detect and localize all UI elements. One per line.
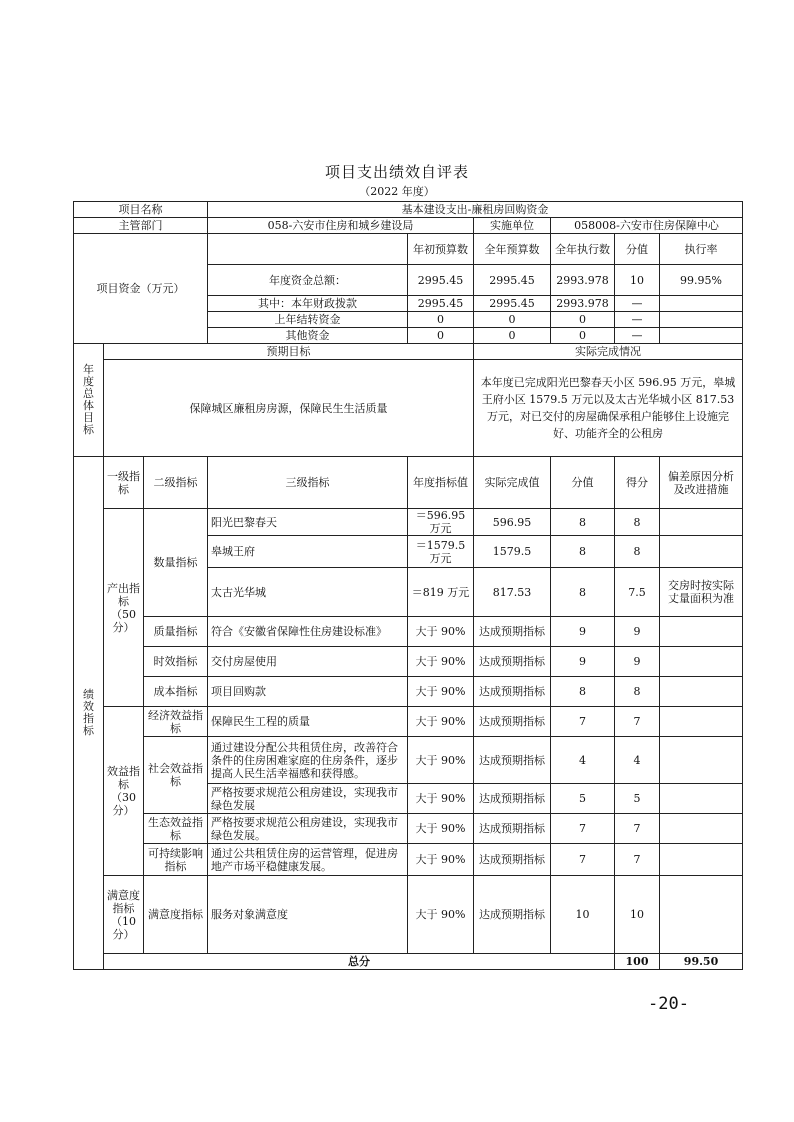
indicator-row xyxy=(74,707,743,737)
implementing-unit-label: 实施单位 xyxy=(474,218,551,234)
indicator-score-value: 9 xyxy=(551,617,615,647)
goals-label-cell xyxy=(74,344,104,457)
indicators-section-cell xyxy=(74,457,104,970)
indicator-actual: 达成预期指标 xyxy=(474,617,551,647)
level1-satisfaction: 满意度指标（10分） xyxy=(104,876,144,954)
funds-row-initial: 2995.45 xyxy=(408,296,474,312)
indicator-name: 严格按要求规范公租房建设，实现我市绿色发展。 xyxy=(208,814,408,844)
indicator-name: 交付房屋使用 xyxy=(208,647,408,677)
indicator-score-value: 4 xyxy=(551,737,615,784)
indicator-score: 7 xyxy=(615,844,660,876)
funds-row-label: 其他资金 xyxy=(208,328,408,344)
indicator-row xyxy=(74,647,743,677)
indicator-name: 服务对象满意度 xyxy=(208,876,408,954)
funds-row-score-value: 10 xyxy=(615,265,660,296)
funds-row-full: 2995.45 xyxy=(474,265,551,296)
indicator-row xyxy=(74,737,743,784)
expected-goal-header: 预期目标 xyxy=(104,344,474,360)
indicator-name: 严格按要求规范公租房建设，实现我市绿色发展 xyxy=(208,784,408,814)
indicator-score-value: 5 xyxy=(551,784,615,814)
department-value: 058-六安市住房和城乡建设局 xyxy=(208,218,474,234)
funds-row-label: 其中：本年财政拨款 xyxy=(208,296,408,312)
indicator-target: ＝1579.5万元 xyxy=(408,536,474,568)
indicator-actual: 达成预期指标 xyxy=(474,814,551,844)
funds-row-rate xyxy=(660,296,743,312)
funds-row-full: 0 xyxy=(474,312,551,328)
indicator-score-value: 8 xyxy=(551,568,615,617)
indicator-row xyxy=(74,677,743,707)
deviation-header: 偏差原因分析及改进措施 xyxy=(660,457,743,509)
funds-row-score-value: — xyxy=(615,328,660,344)
total-label: 总分 xyxy=(104,954,615,970)
indicator-score: 5 xyxy=(615,784,660,814)
indicator-score: 4 xyxy=(615,737,660,784)
funds-header-initial: 年初预算数 xyxy=(408,234,474,265)
indicator-deviation xyxy=(660,814,743,844)
indicator-score: 8 xyxy=(615,509,660,536)
indicator-actual: 达成预期指标 xyxy=(474,737,551,784)
indicator-row xyxy=(74,844,743,876)
funds-header-score-value: 分值 xyxy=(615,234,660,265)
funds-row-initial: 2995.45 xyxy=(408,265,474,296)
indicator-name: 皋城王府 xyxy=(208,536,408,568)
indicators-section-label: 绩效指标 xyxy=(83,688,94,737)
indicator-score: 8 xyxy=(615,536,660,568)
funds-row-full: 0 xyxy=(474,328,551,344)
indicator-target: 大于 90% xyxy=(408,814,474,844)
indicator-target: 大于 90% xyxy=(408,647,474,677)
indicator-deviation xyxy=(660,647,743,677)
level2-quantity: 数量指标 xyxy=(144,509,208,617)
project-name-value: 基本建设支出-廉租房回购资金 xyxy=(208,202,743,218)
actual-header: 实际完成值 xyxy=(474,457,551,509)
indicator-score: 9 xyxy=(615,617,660,647)
indicator-actual: 596.95 xyxy=(474,509,551,536)
indicator-score: 9 xyxy=(615,647,660,677)
indicator-deviation xyxy=(660,876,743,954)
level2-social: 社会效益指标 xyxy=(144,737,208,814)
indicator-target: ＝596.95万元 xyxy=(408,509,474,536)
level2-sustainable: 可持续影响指标 xyxy=(144,844,208,876)
level2-quality: 质量指标 xyxy=(144,617,208,647)
indicator-target: 大于 90% xyxy=(408,784,474,814)
expected-goal-text: 保障城区廉租房房源，保障民生生活质量 xyxy=(104,360,474,457)
implementing-unit-value: 058008-六安市住房保障中心 xyxy=(551,218,743,234)
level3-header: 三级指标 xyxy=(208,457,408,509)
indicator-actual: 达成预期指标 xyxy=(474,677,551,707)
goals-header-row xyxy=(74,344,743,360)
funds-row-initial: 0 xyxy=(408,328,474,344)
level2-ecological: 生态效益指标 xyxy=(144,814,208,844)
level2-economic: 经济效益指标 xyxy=(144,707,208,737)
funds-row-full: 2995.45 xyxy=(474,296,551,312)
total-score-value: 100 xyxy=(615,954,660,970)
indicator-deviation xyxy=(660,844,743,876)
funds-row-exec: 2993.978 xyxy=(551,296,615,312)
funds-header-blank xyxy=(208,234,408,265)
target-header: 年度指标值 xyxy=(408,457,474,509)
indicator-deviation xyxy=(660,617,743,647)
funds-row-score-value: — xyxy=(615,312,660,328)
indicator-deviation xyxy=(660,677,743,707)
indicator-row xyxy=(74,509,743,536)
level2-cost: 成本指标 xyxy=(144,677,208,707)
indicator-deviation xyxy=(660,784,743,814)
indicator-target: 大于 90% xyxy=(408,617,474,647)
document-year: （2022 年度） xyxy=(359,185,435,198)
indicator-score-value: 8 xyxy=(551,536,615,568)
indicator-score-value: 7 xyxy=(551,707,615,737)
funds-row-exec: 0 xyxy=(551,312,615,328)
indicators-header-row xyxy=(74,457,743,509)
funds-header-rate: 执行率 xyxy=(660,234,743,265)
indicator-name: 通过建设分配公共租赁住房，改善符合条件的住房困难家庭的住房条件，逐步提高人民生活幸福感和获得感。 xyxy=(208,737,408,784)
indicator-target: 大于 90% xyxy=(408,737,474,784)
funds-row-label: 上年结转资金 xyxy=(208,312,408,328)
level2-timeliness: 时效指标 xyxy=(144,647,208,677)
indicator-score: 8 xyxy=(615,677,660,707)
indicator-score-value: 10 xyxy=(551,876,615,954)
indicator-actual: 达成预期指标 xyxy=(474,844,551,876)
indicator-score-value: 8 xyxy=(551,509,615,536)
goals-label: 年度总体目标 xyxy=(83,363,94,436)
indicator-target: ＝819 万元 xyxy=(408,568,474,617)
funds-row-exec: 0 xyxy=(551,328,615,344)
indicator-score-value: 8 xyxy=(551,677,615,707)
funds-row-rate: 99.95% xyxy=(660,265,743,296)
indicator-name: 通过公共租赁住房的运营管理，促进房地产市场平稳健康发展。 xyxy=(208,844,408,876)
actual-goal-header: 实际完成情况 xyxy=(474,344,743,360)
funds-row-initial: 0 xyxy=(408,312,474,328)
score-value-header: 分值 xyxy=(551,457,615,509)
indicator-score-value: 9 xyxy=(551,647,615,677)
indicator-deviation xyxy=(660,509,743,536)
indicator-name: 太古光华城 xyxy=(208,568,408,617)
indicator-score: 7.5 xyxy=(615,568,660,617)
project-name-label: 项目名称 xyxy=(74,202,208,218)
indicator-score-value: 7 xyxy=(551,814,615,844)
level2-satisfaction: 满意度指标 xyxy=(144,876,208,954)
funds-header-exec: 全年执行数 xyxy=(551,234,615,265)
total-score: 99.50 xyxy=(660,954,743,970)
indicator-target: 大于 90% xyxy=(408,677,474,707)
performance-table xyxy=(73,201,743,970)
indicator-score: 7 xyxy=(615,814,660,844)
project-name-row xyxy=(74,202,743,218)
indicator-name: 阳光巴黎春天 xyxy=(208,509,408,536)
indicator-name: 保障民生工程的质量 xyxy=(208,707,408,737)
funds-row-rate xyxy=(660,328,743,344)
indicator-score-value: 7 xyxy=(551,844,615,876)
indicator-score: 7 xyxy=(615,707,660,737)
level2-header: 二级指标 xyxy=(144,457,208,509)
level1-output: 产出指标（50分） xyxy=(104,509,144,707)
indicator-deviation: 交房时按实际丈量面积为准 xyxy=(660,568,743,617)
indicator-row xyxy=(74,617,743,647)
funds-header-row xyxy=(74,234,743,265)
level1-benefit: 效益指标（30分） xyxy=(104,707,144,876)
funds-label: 项目资金（万元） xyxy=(74,234,208,344)
indicator-row xyxy=(74,876,743,954)
funds-row-label: 年度资金总额： xyxy=(208,265,408,296)
page-number: -20- xyxy=(648,994,689,1014)
indicator-target: 大于 90% xyxy=(408,844,474,876)
funds-row-rate xyxy=(660,312,743,328)
indicator-actual: 达成预期指标 xyxy=(474,647,551,677)
department-row xyxy=(74,218,743,234)
indicator-row xyxy=(74,814,743,844)
indicator-actual: 817.53 xyxy=(474,568,551,617)
indicator-name: 符合《安徽省保障性住房建设标准》 xyxy=(208,617,408,647)
total-row xyxy=(74,954,743,970)
funds-row-exec: 2993.978 xyxy=(551,265,615,296)
document-title: 项目支出绩效自评表 xyxy=(324,163,469,181)
score-header: 得分 xyxy=(615,457,660,509)
indicator-actual: 达成预期指标 xyxy=(474,707,551,737)
level1-header: 一级指标 xyxy=(104,457,144,509)
indicator-deviation xyxy=(660,536,743,568)
indicator-target: 大于 90% xyxy=(408,876,474,954)
funds-row-score-value: — xyxy=(615,296,660,312)
indicator-deviation xyxy=(660,737,743,784)
indicator-name: 项目回购款 xyxy=(208,677,408,707)
department-label: 主管部门 xyxy=(74,218,208,234)
indicator-actual: 达成预期指标 xyxy=(474,784,551,814)
funds-header-full: 全年预算数 xyxy=(474,234,551,265)
indicator-actual: 达成预期指标 xyxy=(474,876,551,954)
indicator-score: 10 xyxy=(615,876,660,954)
indicator-deviation xyxy=(660,707,743,737)
actual-goal-text: 本年度已完成阳光巴黎春天小区 596.95 万元，皋城王府小区 1579.5 万元以及太古光华城小区 817.53 万元，对已交付的房屋确保承租户能够住上设施完好、功能齐全的公租房 xyxy=(474,360,743,457)
indicator-actual: 1579.5 xyxy=(474,536,551,568)
indicator-target: 大于 90% xyxy=(408,707,474,737)
goals-content-row xyxy=(74,360,743,457)
